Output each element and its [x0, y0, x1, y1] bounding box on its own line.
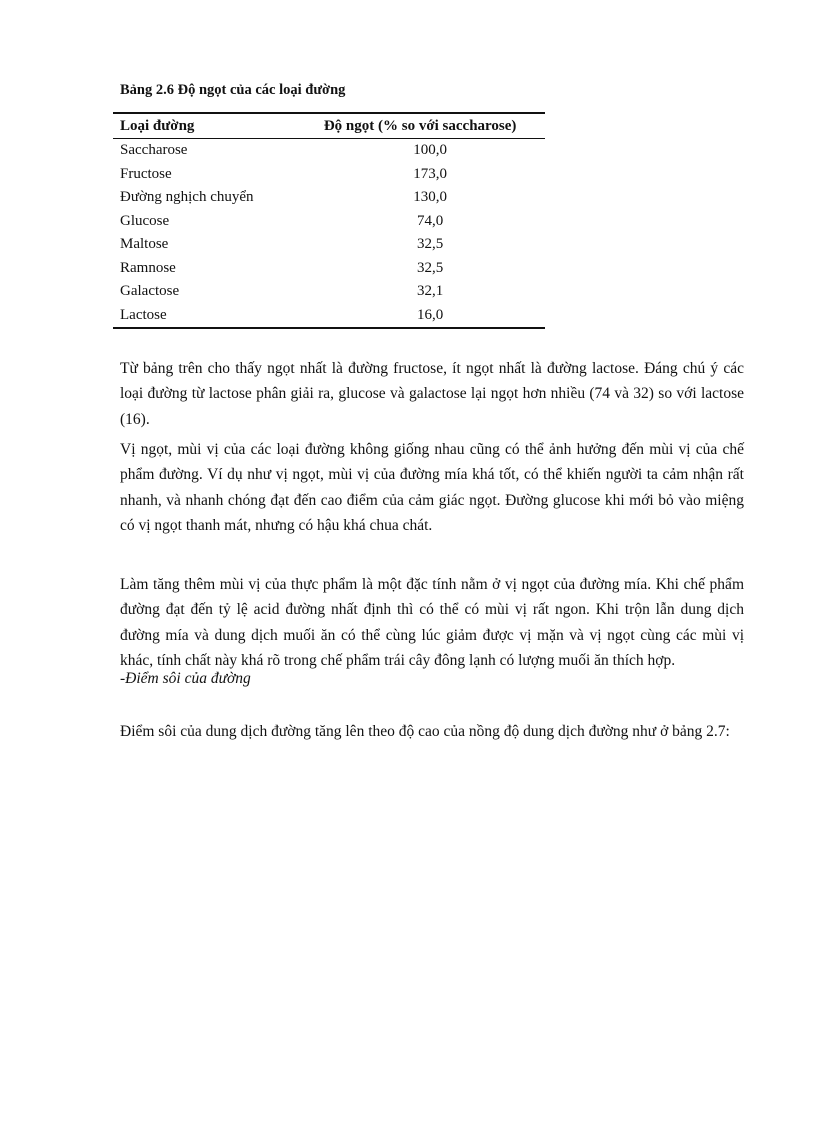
sugar-name: Fructose	[120, 165, 172, 182]
paragraph-taste-influence: Vị ngọt, mùi vị của các loại đường không giống nhau cũng có thể ảnh hưởng đến mùi vị của chế phẩm đường. Ví dụ như vị ngọt, mùi vị của đường mía khá tốt, có thể khiến người ta cảm nhận rất nhanh, và nhanh chóng đạt đến cao điểm của cảm giác ngọt. Đường glucose khi mới bỏ vào miệng có vị ngọt thanh mát, nhưng có hậu khá chua chát.	[120, 440, 744, 534]
sweetness-value: 173,0	[413, 165, 447, 182]
table-row	[113, 233, 545, 257]
paragraph-flavor-enhancement: Làm tăng thêm mùi vị của thực phẩm là một đặc tính nằm ở vị ngọt của đường mía. Khi chế phẩm đường đạt đến tỷ lệ acid đường nhất định thì có thể có mùi vị rất ngon. Khi trộn lẫn dung dịch đường mía và dung dịch muối ăn có thể cùng lúc giảm được vị mặn và vị ngọt cùng các mùi vị khác, tính chất này khá rõ trong chế phẩm trái cây đông lạnh có lượng muối ăn thích hợp.	[120, 575, 744, 669]
sugar-name: Lactose	[120, 306, 167, 323]
table-row	[113, 186, 545, 210]
table-row	[113, 257, 545, 281]
sweetness-value: 16,0	[416, 306, 444, 323]
table-row	[113, 163, 545, 187]
sweetness-value: 32,5	[416, 236, 444, 253]
table-row	[113, 139, 545, 163]
paragraph-sweetness-comparison: Từ bảng trên cho thấy ngọt nhất là đường fructose, ít ngọt nhất là đường lactose. Đáng chú ý các loại đường từ lactose phân giải ra, glucose và galactose lại ngọt hơn nhiều (74 và 32) so với lactose (16).	[120, 359, 744, 428]
sugar-name: Saccharose	[120, 142, 188, 159]
sweetness-value: 130,0	[413, 189, 447, 206]
column-header-sugar-type: Loại đường	[120, 117, 195, 134]
sugar-name: Đường nghịch chuyển	[120, 189, 254, 206]
sweetness-value: 32,5	[416, 259, 444, 276]
table-row	[113, 210, 545, 234]
section-heading-boiling-point: -Điểm sôi của đường	[120, 670, 251, 687]
column-header-sweetness: Độ ngọt (% so với saccharose)	[323, 117, 517, 134]
sugar-name: Maltose	[120, 236, 169, 253]
paragraph-boiling-point: Điểm sôi của dung dịch đường tăng lên theo độ cao của nồng độ dung dịch đường như ở bảng 2.7:	[120, 722, 730, 740]
sweetness-value: 74,0	[416, 212, 444, 229]
table-caption: Bảng 2.6 Độ ngọt của các loại đường	[120, 82, 346, 98]
sugar-name: Glucose	[120, 212, 170, 229]
table-header-row	[113, 113, 545, 139]
sweetness-table	[113, 112, 545, 329]
sugar-name: Galactose	[120, 283, 180, 300]
sweetness-value: 100,0	[413, 142, 447, 159]
sugar-name: Ramnose	[120, 259, 176, 276]
table-row	[113, 304, 545, 329]
sweetness-value: 32,1	[416, 283, 444, 300]
table-row	[113, 280, 545, 304]
